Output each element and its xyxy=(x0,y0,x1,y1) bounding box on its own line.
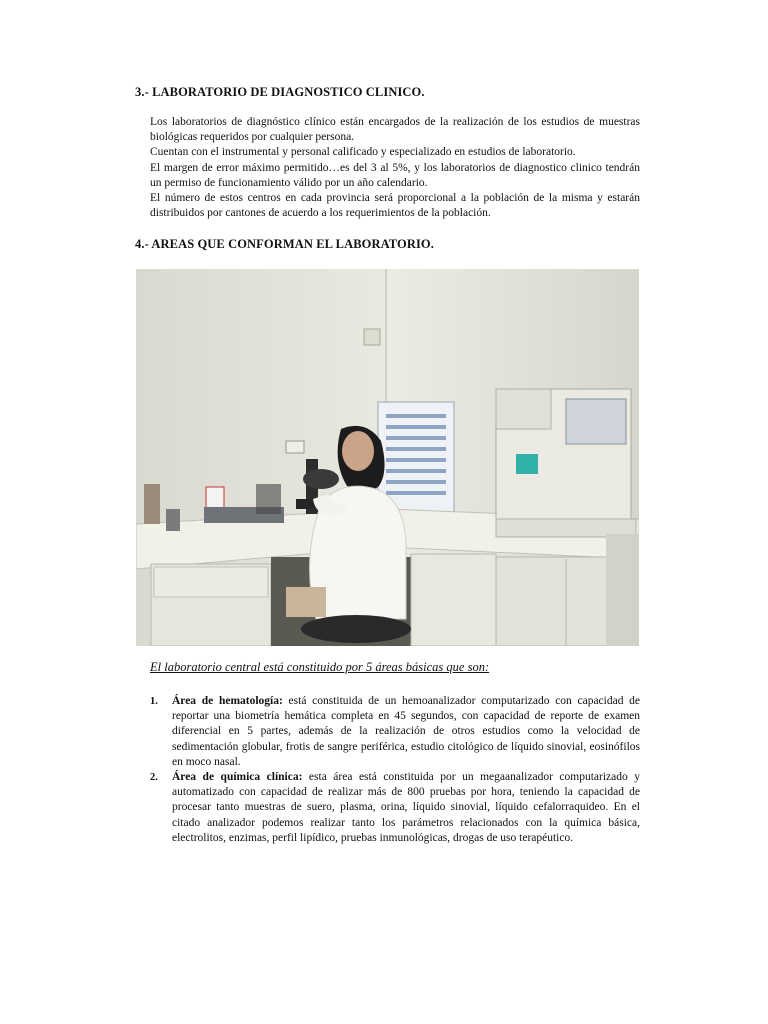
paragraph: Los laboratorios de diagnóstico clínico están encargados de la realización de los estudios de muestras biológicas requeridos por cualquier persona. xyxy=(150,116,640,144)
item-title: Área de química clínica: xyxy=(172,771,303,784)
item-text: esta área está constituida por un megaanalizador computarizado y automatizado con capacidad de realizar más de 800 pruebas por hora, teniendo la capacidad de procesar tanto muestras de suero, plasma, orina, líquido sinovial, líquido cefalorraquideo. En el citado analizador podemos realizar tanto los parámetros relacionados con la química básica, electrolitos, enzimas, perfil lipídico, pruebas inmunológicas, drogas de uso terapéutico. xyxy=(172,771,640,844)
list-number: 1. xyxy=(150,696,158,707)
list-item xyxy=(150,694,640,770)
areas-list xyxy=(150,694,640,846)
section-3-body xyxy=(150,115,640,221)
list-number: 2. xyxy=(150,772,158,784)
paragraph: El número de estos centros en cada provincia será proporcional a la población de la misma y estarán distribuidos por cantones de acuerdo a los requerimientos de la población. xyxy=(150,192,640,220)
item-text: está constituida de un hemoanalizador computarizado con capacidad de reportar una biometría hemática completa en 45 segundos, con capacidad de reporte de examen diferencial en 5 partes, además de la realización de otros estudios como la velocidad de sedimentación globular, frotis de sangre periférica, estudio citológico de líquido sinovial, eosinófilos en moco nasal. xyxy=(172,695,641,768)
list-item xyxy=(150,770,640,846)
paragraph: Cuentan con el instrumental y personal calificado y especializado en estudios de laboratorio. xyxy=(150,146,576,159)
areas-caption: El laboratorio central está constituido por 5 áreas básicas que son: xyxy=(150,660,490,674)
paragraph: El margen de error máximo permitido…es del 3 al 5%, y los laboratorios de diagnostico clinico tendrán un permiso de funcionamiento válido por un año calendario. xyxy=(150,161,640,189)
laboratory-photo xyxy=(136,269,639,646)
section-3-heading: 3.- LABORATORIO DE DIAGNOSTICO CLINICO. xyxy=(135,85,425,99)
section-4-heading: 4.- AREAS QUE CONFORMAN EL LABORATORIO. xyxy=(135,237,434,251)
item-title: Área de hematología: xyxy=(172,695,283,707)
